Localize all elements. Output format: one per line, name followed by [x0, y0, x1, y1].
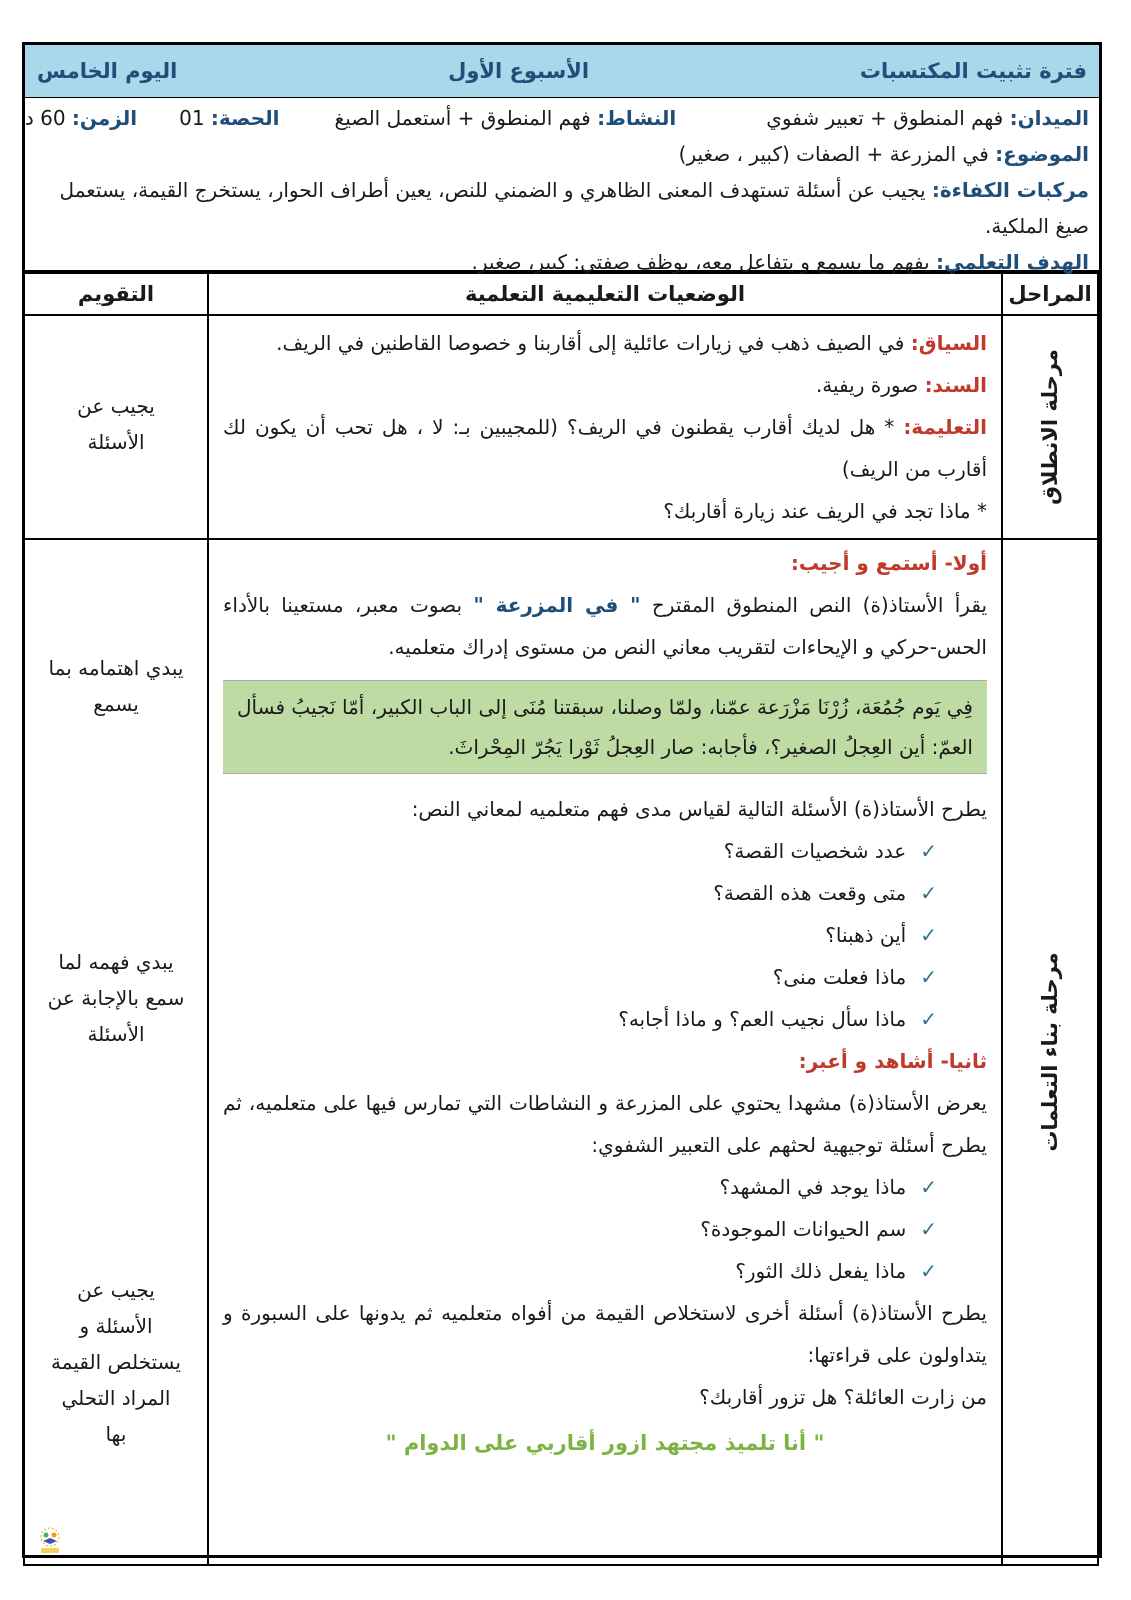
question-text: ماذا سأل نجيب العم؟ و ماذا أجابه؟ — [618, 1007, 907, 1031]
check-icon: ✓ — [920, 881, 937, 905]
situation-cell-build — [208, 539, 1002, 1565]
stage-name-launch: مرحلة الانطلاق — [1038, 349, 1062, 505]
value-quote: " أنا تلميذ مجتهد ازور أقاربي على الدوام " — [385, 1431, 825, 1455]
eval-cell-launch — [24, 315, 208, 539]
value-question: من زارت العائلة؟ هل تزور أقاربك؟ — [699, 1385, 987, 1409]
check-icon: ✓ — [920, 965, 937, 989]
period-title: فترة تثبيت المكتسبات — [859, 59, 1087, 83]
competence-value: يجيب عن أسئلة تستهدف المعنى الظاهري و الضمني للنص، يعين أطراف الحوار، يستخرج القيمة، يستعمل صيغ الملكية. — [59, 178, 1089, 238]
part2-intro: يعرض الأستاذ(ة) مشهدا يحتوي على المزرعة و النشاطات التي تمارس فيها على متعلميه، ثم يطرح أسئلة توجيهية لحثهم على التعبير الشفوي: — [223, 1091, 987, 1157]
logo-icon — [33, 1526, 67, 1556]
competence-label: مركبات الكفاءة: — [931, 178, 1089, 202]
question-item — [223, 1208, 987, 1250]
question-item — [223, 914, 987, 956]
field-label: الميدان: — [1009, 106, 1089, 130]
part1-intro-b: بصوت معبر، مستعينا بالأداء الحس-حركي و الإيحاءات لتقريب معاني النص من مستوى إدراك متعلميه. — [223, 593, 987, 659]
session-label: الحصة: — [210, 106, 280, 130]
question-text: ماذا يفعل ذلك الثور؟ — [735, 1259, 907, 1283]
support-label: السند: — [924, 373, 987, 397]
lesson-info — [25, 98, 1099, 272]
eval-build-3: يجيب عن الأسئلة و يستخلص القيمة المراد التحلي بها — [51, 1278, 181, 1446]
check-icon: ✓ — [920, 1175, 937, 1199]
stage-cell-build — [1002, 539, 1098, 1565]
session-value: 01 — [179, 106, 205, 130]
question-text: عدد شخصيات القصة؟ — [723, 839, 907, 863]
question-item — [223, 872, 987, 914]
question-text: ماذا يوجد في المشهد؟ — [719, 1175, 907, 1199]
check-icon: ✓ — [920, 923, 937, 947]
question-text: سم الحيوانات الموجودة؟ — [700, 1217, 907, 1241]
check-icon: ✓ — [920, 1217, 937, 1241]
goal-value: يفهم ما يسمع و يتفاعل معه، يوظف صفتي: كبير، صغير. — [471, 250, 930, 274]
question-text: ماذا فعلت منى؟ — [772, 965, 907, 989]
activity-value: فهم المنطوق + أستعمل الصيغ — [334, 106, 591, 130]
eval-launch: يجيب عن الأسئلة — [77, 394, 155, 454]
lesson-table — [23, 272, 1099, 1566]
eval-cell-build — [24, 539, 208, 1565]
stage-row-build — [24, 539, 1098, 1565]
question-text: أين ذهبنا؟ — [825, 923, 907, 947]
eval-build-1: يبدي اهتمامه بما يسمع — [48, 656, 184, 716]
questions-list — [223, 830, 987, 1040]
question-item — [223, 830, 987, 872]
questions2-list — [223, 1166, 987, 1292]
context-line — [223, 322, 987, 364]
col-stages-header: المراحل — [1002, 273, 1098, 315]
check-icon: ✓ — [920, 1007, 937, 1031]
col-eval-header: التقويم — [24, 273, 208, 315]
time-value: 60 د — [24, 106, 66, 130]
support-line — [223, 364, 987, 406]
story-text-box: فِي يَوم جُمُعَة، زُرْنَا مَزْرَعة عمّنا، ولمّا وصلنا، سبقتنا مُنَى إلى الباب الكبير، أمّا نَجيبُ فسأل العمّ: أين العِجلُ الصغير؟، فأجابه: صار العِجلُ ثَوْرا يَجُرّ المِحْراثَ. — [223, 680, 987, 774]
question-item — [223, 998, 987, 1040]
question-item — [223, 1166, 987, 1208]
topic-value: في المزرعة + الصفات (كبير ، صغير) — [678, 142, 989, 166]
activity-label: النشاط: — [597, 106, 677, 130]
info-row-topic — [35, 136, 1089, 172]
col-situations-header: الوضعيات التعليمية التعلمية — [208, 273, 1002, 315]
part1-intro-a: يقرأ الأستاذ(ة) النص المنطوق المقترح — [651, 593, 988, 617]
topic-label: الموضوع: — [995, 142, 1089, 166]
header-bar — [25, 45, 1099, 98]
eval-build-2: يبدي فهمه لما سمع بالإجابة عن الأسئلة — [47, 950, 185, 1046]
check-icon: ✓ — [920, 839, 937, 863]
part1-title: أولا- أستمع و أجيب: — [790, 551, 987, 575]
context-label: السياق: — [910, 331, 987, 355]
stage-row-launch — [24, 315, 1098, 539]
lesson-sheet — [22, 42, 1102, 1558]
support-value: صورة ريفية. — [815, 373, 919, 397]
question-item — [223, 956, 987, 998]
value-intro: يطرح الأستاذ(ة) أسئلة أخرى لاستخلاص القيمة من أفواه متعلميه ثم يدونها على السبورة و يتداولون على قراءتها: — [223, 1301, 987, 1367]
part1-intro — [223, 584, 987, 668]
instruction-line — [223, 406, 987, 490]
part2-title: ثانيا- أشاهد و أعبر: — [798, 1049, 987, 1073]
situation-cell-launch — [208, 315, 1002, 539]
context-value: في الصيف ذهب في زيارات عائلية إلى أقاربنا و خصوصا القاطنين في الريف. — [276, 331, 905, 355]
instruction-line-2: * ماذا تجد في الريف عند زيارة أقاربك؟ — [663, 499, 987, 523]
questions-intro: يطرح الأستاذ(ة) الأسئلة التالية لقياس مدى فهم متعلميه لمعاني النص: — [411, 797, 987, 821]
field-value: فهم المنطوق + تعبير شفوي — [766, 106, 1004, 130]
instruction-label: التعليمة: — [903, 415, 987, 439]
goal-label: الهدف التعلمي: — [936, 250, 1089, 274]
time-label: الزمن: — [71, 106, 138, 130]
check-icon: ✓ — [920, 1259, 937, 1283]
day-title: اليوم الخامس — [37, 59, 178, 83]
part1-intro-title: " في المزرعة " — [473, 593, 641, 617]
week-title: الأسبوع الأول — [448, 59, 590, 83]
instruction-value: * هل لديك أقارب يقطنون في الريف؟ (للمجيبين بـ: لا ، هل تحب أن يكون لك أقارب من الريف) — [223, 415, 987, 481]
question-text: متى وقعت هذه القصة؟ — [713, 881, 907, 905]
question-item — [223, 1250, 987, 1292]
stage-cell-launch — [1002, 315, 1098, 539]
info-row-field — [24, 100, 1089, 136]
info-row-competence — [35, 172, 1089, 244]
stage-name-build: مرحلة بناء التعلمات — [1038, 952, 1062, 1152]
